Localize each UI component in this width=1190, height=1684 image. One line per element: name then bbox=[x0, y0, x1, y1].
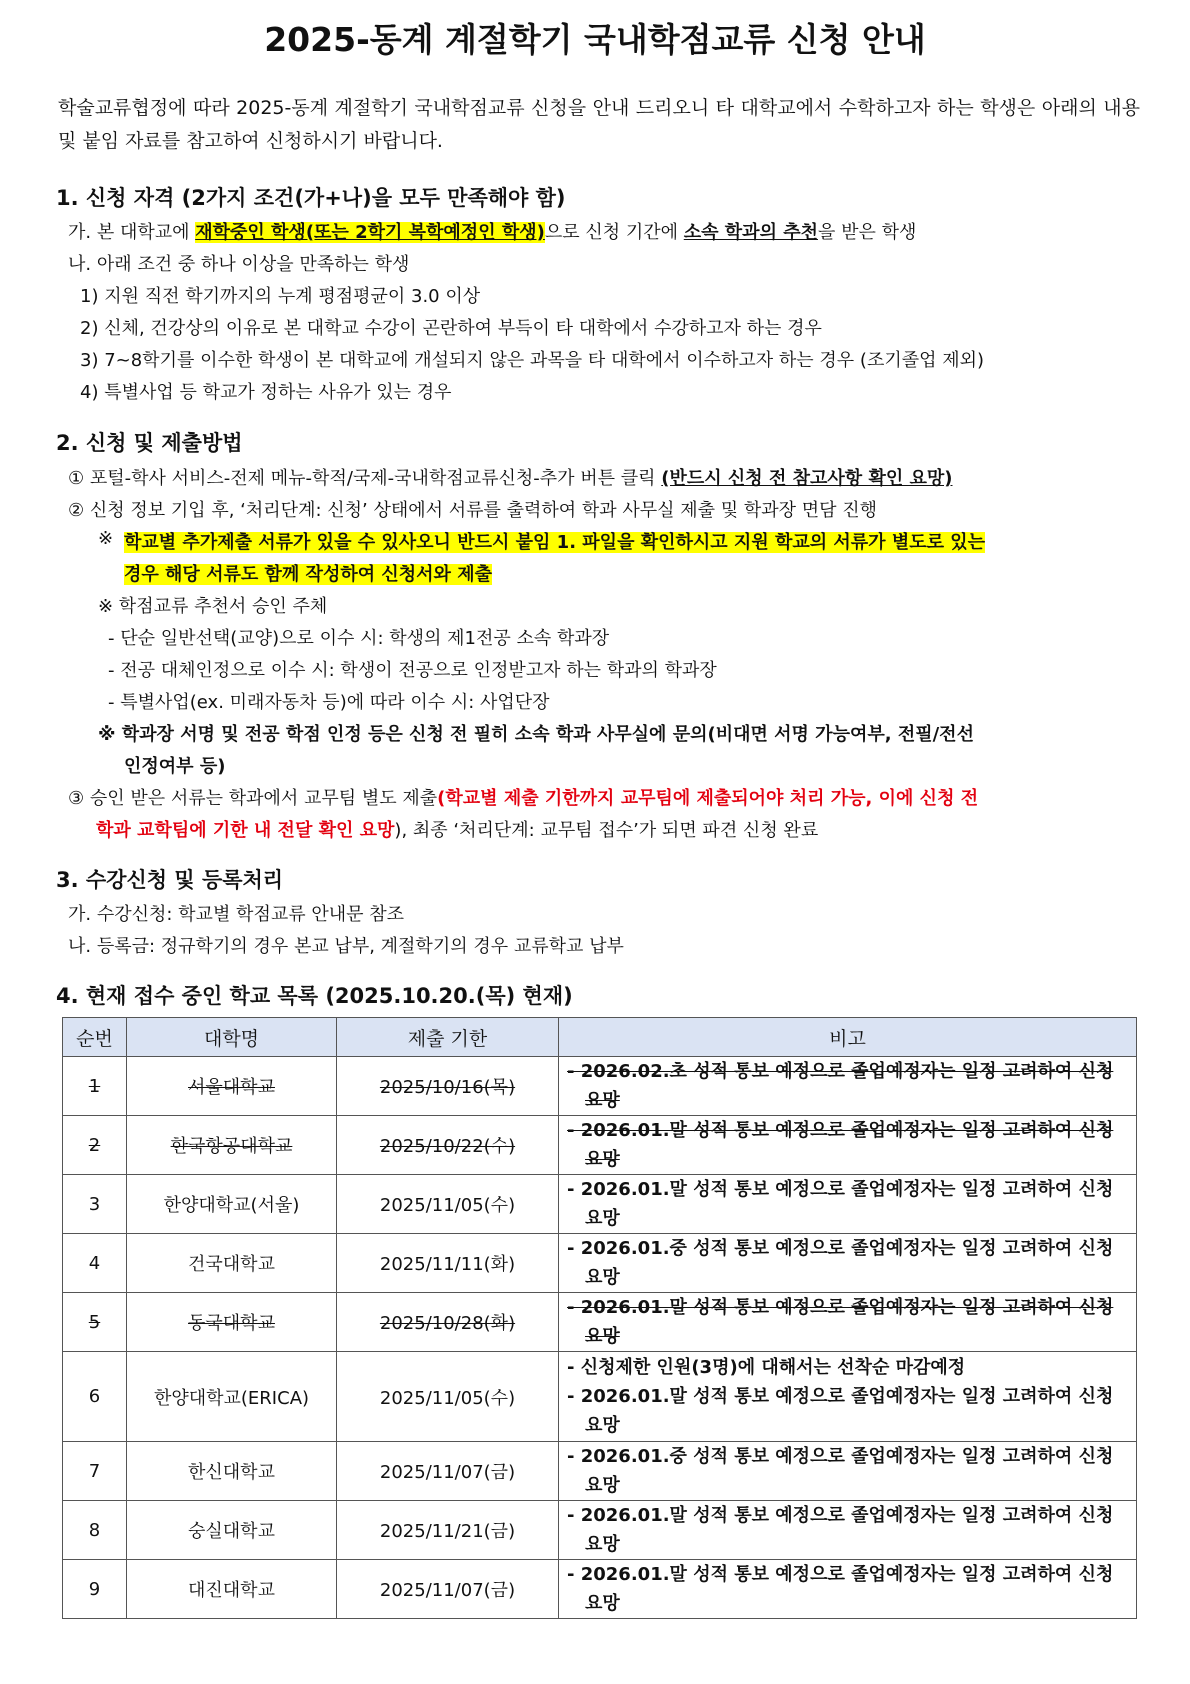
step1: ① 포털-학사 서비스-전제 메뉴-학적/국제-국내학점교류신청-추가 버튼 클릭 (반드시 신청 전 참고사항 확인 요망) bbox=[68, 468, 953, 489]
cell-no: 3 bbox=[63, 1175, 127, 1234]
cell-school-name: 숭실대학교 bbox=[127, 1501, 337, 1560]
cell-deadline: 2025/10/28(화) bbox=[337, 1293, 559, 1352]
note1-mark: ※ bbox=[98, 528, 114, 549]
ga-highlight: 재학중인 학생(또는 2학기 복학예정인 학생) bbox=[195, 222, 545, 243]
col-header-no: 순번 bbox=[63, 1018, 127, 1057]
section4-heading: 4. 현재 접수 중인 학교 목록 (2025.10.20.(목) 현재) bbox=[56, 984, 573, 1008]
ga-underline: 소속 학과의 추천 bbox=[683, 222, 818, 243]
note-line: - 2026.01.말 성적 통보 예정으로 졸업예정자는 일정 고려하여 신청 요망 bbox=[567, 1564, 1114, 1614]
step1-note: (반드시 신청 전 참고사항 확인 요망) bbox=[661, 468, 953, 489]
section3-heading: 3. 수강신청 및 등록처리 bbox=[56, 868, 284, 892]
table-row bbox=[63, 1116, 1137, 1175]
note3-line2: 인정여부 등) bbox=[124, 756, 226, 777]
note-line: - 2026.01.중 성적 통보 예정으로 졸업예정자는 일정 고려하여 신청 요망 bbox=[567, 1446, 1114, 1496]
cell-notes bbox=[559, 1442, 1137, 1501]
cell-no: 1 bbox=[63, 1057, 127, 1116]
note-line: - 2026.01.말 성적 통보 예정으로 졸업예정자는 일정 고려하여 신청 요망 bbox=[567, 1179, 1114, 1229]
cell-school-name: 건국대학교 bbox=[127, 1234, 337, 1293]
table-row bbox=[63, 1293, 1137, 1352]
note1-line2: 경우 해당 서류도 함께 작성하여 신청서와 제출 bbox=[124, 564, 492, 585]
table-header-row bbox=[63, 1018, 1137, 1057]
note-line: - 2026.02.초 성적 통보 예정으로 졸업예정자는 일정 고려하여 신청 요망 bbox=[567, 1061, 1114, 1111]
section1-heading: 1. 신청 자격 (2가지 조건(가+나)을 모두 만족해야 함) bbox=[56, 186, 566, 210]
cell-school-name: 서울대학교 bbox=[127, 1057, 337, 1116]
note-line: - 2026.01.중 성적 통보 예정으로 졸업예정자는 일정 고려하여 신청 요망 bbox=[567, 1238, 1114, 1288]
section3-item: 나. 등록금: 정규학기의 경우 본교 납부, 계절학기의 경우 교류학교 납부 bbox=[68, 936, 624, 957]
cell-notes bbox=[559, 1352, 1137, 1442]
cell-notes bbox=[559, 1234, 1137, 1293]
cell-no: 6 bbox=[63, 1352, 127, 1442]
cell-no: 8 bbox=[63, 1501, 127, 1560]
cell-notes bbox=[559, 1293, 1137, 1352]
section3-item: 가. 수강신청: 학교별 학점교류 안내문 참조 bbox=[68, 904, 404, 925]
cell-no: 9 bbox=[63, 1560, 127, 1619]
cell-school-name: 동국대학교 bbox=[127, 1293, 337, 1352]
condition-item: 1) 지원 직전 학기까지의 누계 평점평균이 3.0 이상 bbox=[80, 286, 481, 307]
step2: ② 신청 정보 기입 후, ‘처리단계: 신청’ 상태에서 서류를 출력하여 학과 사무실 제출 및 학과장 면담 진행 bbox=[68, 500, 878, 521]
cell-no: 7 bbox=[63, 1442, 127, 1501]
section1-item-na: 나. 아래 조건 중 하나 이상을 만족하는 학생 bbox=[68, 254, 410, 275]
cell-deadline: 2025/10/16(목) bbox=[337, 1057, 559, 1116]
cell-no: 5 bbox=[63, 1293, 127, 1352]
table-row bbox=[63, 1175, 1137, 1234]
approver-item: - 전공 대체인정으로 이수 시: 학생이 전공으로 인정받고자 하는 학과의 학과장 bbox=[108, 660, 717, 681]
school-table bbox=[62, 1017, 1137, 1619]
cell-deadline: 2025/11/05(수) bbox=[337, 1352, 559, 1442]
cell-school-name: 한양대학교(서울) bbox=[127, 1175, 337, 1234]
intro-paragraph: 학술교류협정에 따라 2025-동계 계절학기 국내학점교류 신청을 안내 드리오니 타 대학교에서 수학하고자 하는 학생은 아래의 내용 및 붙임 자료를 참고하여 신청하시기 바랍니다. bbox=[58, 97, 1140, 152]
note-line: - 2026.01.말 성적 통보 예정으로 졸업예정자는 일정 고려하여 신청 요망 bbox=[567, 1120, 1114, 1170]
cell-school-name: 대진대학교 bbox=[127, 1560, 337, 1619]
cell-deadline: 2025/11/05(수) bbox=[337, 1175, 559, 1234]
table-row bbox=[63, 1352, 1137, 1442]
table-row bbox=[63, 1057, 1137, 1116]
note-line: - 신청제한 인원(3명)에 대해서는 선착순 마감예정 bbox=[567, 1357, 966, 1378]
page-title: 2025-동계 계절학기 국내학점교류 신청 안내 bbox=[264, 20, 926, 59]
col-header-deadline: 제출 기한 bbox=[337, 1018, 559, 1057]
condition-item: 4) 특별사업 등 학교가 정하는 사유가 있는 경우 bbox=[80, 382, 452, 403]
cell-school-name: 한양대학교(ERICA) bbox=[127, 1352, 337, 1442]
condition-item: 2) 신체, 건강상의 이유로 본 대학교 수강이 곤란하여 부득이 타 대학에서 수강하고자 하는 경우 bbox=[80, 318, 822, 339]
cell-deadline: 2025/11/21(금) bbox=[337, 1501, 559, 1560]
cell-deadline: 2025/11/11(화) bbox=[337, 1234, 559, 1293]
section2-heading: 2. 신청 및 제출방법 bbox=[56, 431, 243, 455]
cell-deadline: 2025/11/07(금) bbox=[337, 1560, 559, 1619]
col-header-name: 대학명 bbox=[127, 1018, 337, 1057]
cell-notes bbox=[559, 1057, 1137, 1116]
note3-line1: ※ 학과장 서명 및 전공 학점 인정 등은 신청 전 필히 소속 학과 사무실에 문의(비대면 서명 가능여부, 전필/전선 bbox=[98, 724, 974, 745]
note-line: - 2026.01.말 성적 통보 예정으로 졸업예정자는 일정 고려하여 신청 요망 bbox=[567, 1386, 1114, 1436]
cell-notes bbox=[559, 1116, 1137, 1175]
table-body bbox=[63, 1057, 1137, 1619]
approver-item: - 특별사업(ex. 미래자동차 등)에 따라 이수 시: 사업단장 bbox=[108, 692, 550, 713]
cell-notes bbox=[559, 1175, 1137, 1234]
note-line: - 2026.01.말 성적 통보 예정으로 졸업예정자는 일정 고려하여 신청 요망 bbox=[567, 1297, 1114, 1347]
note2: ※ 학점교류 추천서 승인 주체 bbox=[98, 596, 328, 617]
cell-school-name: 한신대학교 bbox=[127, 1442, 337, 1501]
table-row bbox=[63, 1560, 1137, 1619]
col-header-notes: 비고 bbox=[559, 1018, 1137, 1057]
cell-notes bbox=[559, 1501, 1137, 1560]
cell-no: 2 bbox=[63, 1116, 127, 1175]
cell-deadline: 2025/11/07(금) bbox=[337, 1442, 559, 1501]
approver-item: - 단순 일반선택(교양)으로 이수 시: 학생의 제1전공 소속 학과장 bbox=[108, 628, 610, 649]
note1-line1: 학교별 추가제출 서류가 있을 수 있사오니 반드시 붙임 1. 파일을 확인하시고 지원 학교의 서류가 별도로 있는 bbox=[124, 532, 986, 553]
cell-no: 4 bbox=[63, 1234, 127, 1293]
table-row bbox=[63, 1234, 1137, 1293]
section1-item-ga: 가. 본 대학교에 재학중인 학생(또는 2학기 복학예정인 학생)으로 신청 기간에 소속 학과의 추천을 받은 학생 bbox=[68, 222, 917, 243]
note-line: - 2026.01.말 성적 통보 예정으로 졸업예정자는 일정 고려하여 신청 요망 bbox=[567, 1505, 1114, 1555]
table-row bbox=[63, 1442, 1137, 1501]
cell-school-name: 한국항공대학교 bbox=[127, 1116, 337, 1175]
condition-item: 3) 7~8학기를 이수한 학생이 본 대학교에 개설되지 않은 과목을 타 대학에서 이수하고자 하는 경우 (조기졸업 제외) bbox=[80, 350, 985, 371]
step3-line2: 학과 교학팀에 기한 내 전달 확인 요망), 최종 ‘처리단계: 교무팀 접수’가 되면 파견 신청 완료 bbox=[96, 820, 819, 841]
step3-line1: ③ 승인 받은 서류는 학과에서 교무팀 별도 제출(학교별 제출 기한까지 교무팀에 제출되어야 처리 가능, 이에 신청 전 bbox=[68, 788, 979, 809]
table-row bbox=[63, 1501, 1137, 1560]
cell-notes bbox=[559, 1560, 1137, 1619]
cell-deadline: 2025/10/22(수) bbox=[337, 1116, 559, 1175]
